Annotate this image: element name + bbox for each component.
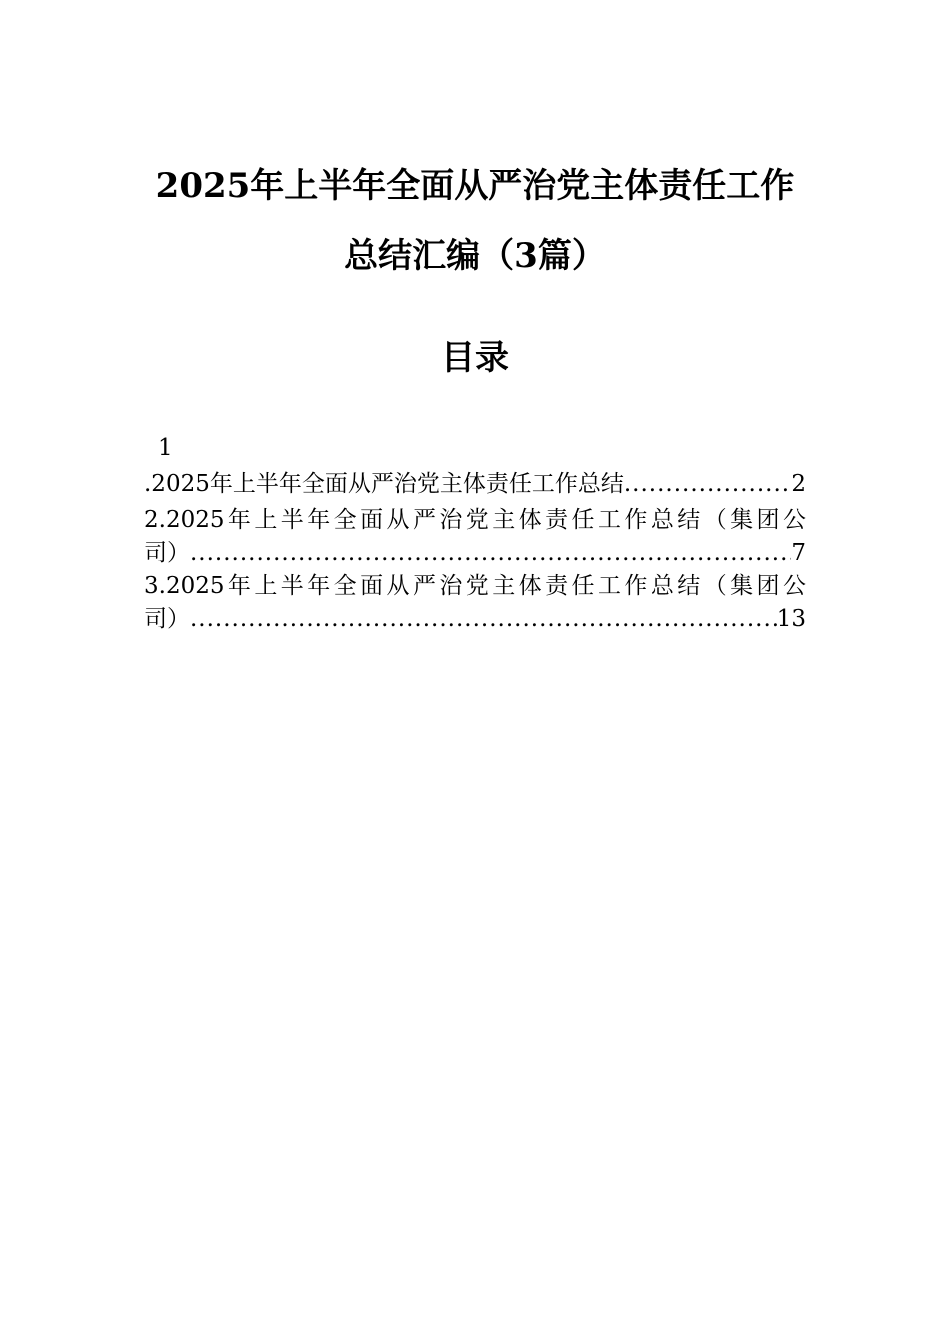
toc-entry-number: 1 [158, 435, 173, 461]
toc-entry-title-continued: 司） [144, 606, 190, 632]
toc-dot-leader [190, 537, 791, 569]
toc-entry-2-line-1[interactable] [144, 504, 806, 536]
toc-dot-leader [190, 603, 777, 635]
toc-entry-2-line-2[interactable] [144, 537, 806, 569]
toc-entry-1[interactable] [144, 468, 806, 500]
toc-entry-3-line-2[interactable] [144, 603, 806, 635]
document-title-line-1: 2025年上半年全面从严治党主体责任工作 [155, 166, 795, 206]
toc-entry-page: 7 [791, 540, 806, 566]
toc-heading: 目录 [441, 338, 509, 378]
toc-entry-title: .2025年上半年全面从严治党主体责任工作总结 [144, 471, 624, 497]
toc-dot-leader [624, 468, 792, 500]
toc-entry-title: 2.2025年上半年全面从严治党主体责任工作总结（集团公 [144, 507, 806, 533]
toc-entry-3-line-1[interactable] [144, 570, 806, 602]
toc-entry-title-continued: 司） [144, 540, 190, 566]
document-title-line-2: 总结汇编（3篇） [344, 236, 606, 276]
toc-entry-1-number[interactable] [144, 432, 806, 464]
toc-entry-title: 3.2025年上半年全面从严治党主体责任工作总结（集团公 [144, 573, 806, 599]
toc-entry-page: 2 [791, 471, 806, 497]
toc-entry-page: 13 [776, 606, 806, 632]
